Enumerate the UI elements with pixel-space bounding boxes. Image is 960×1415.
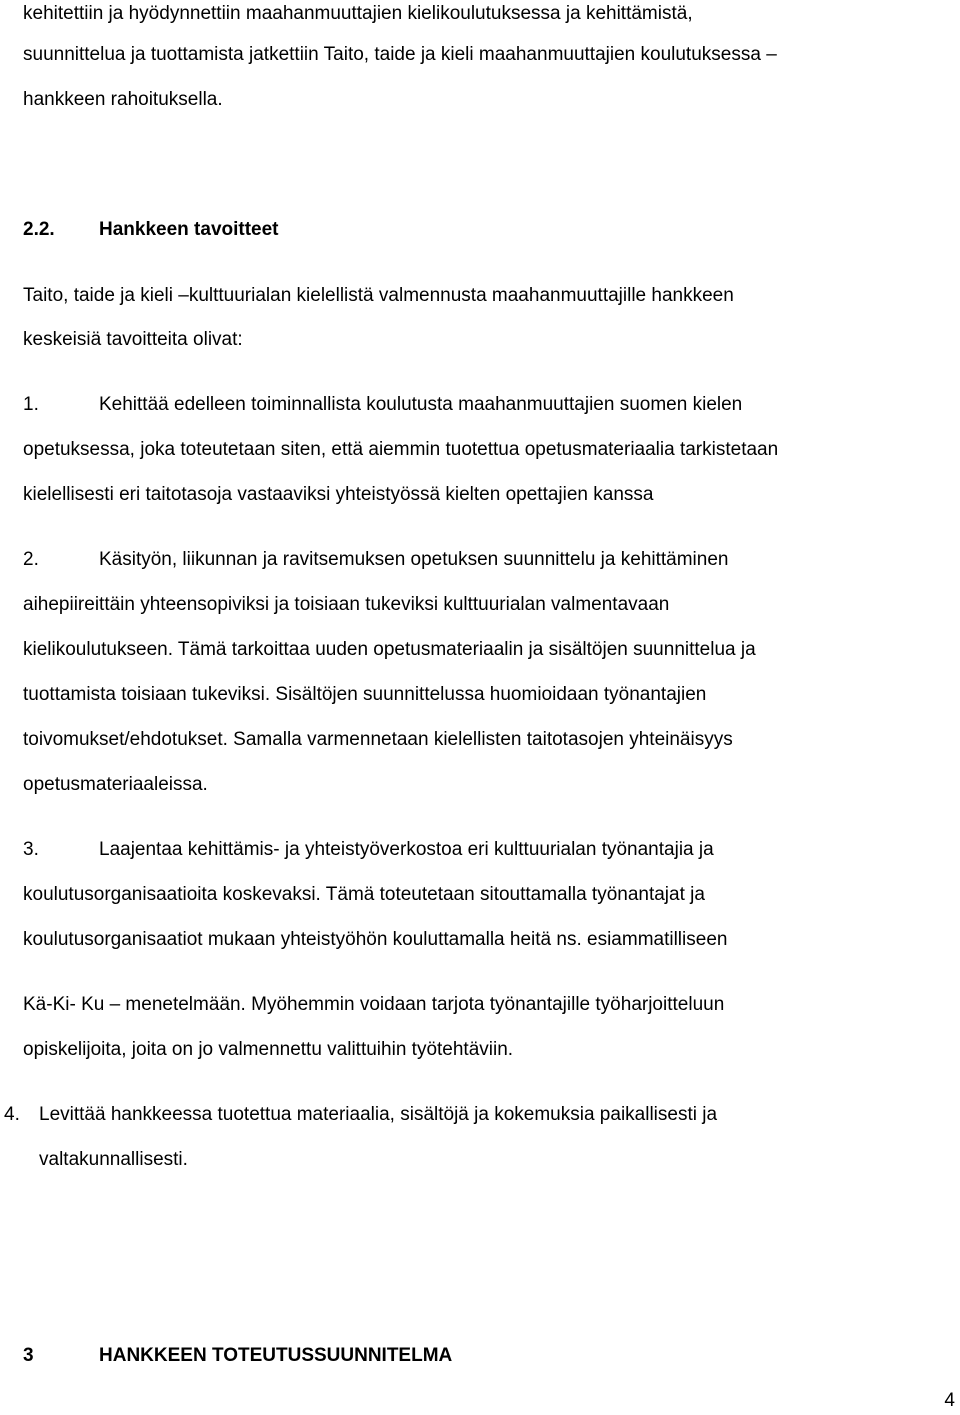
goal-line: Kä-Ki- Ku – menetelmään. Myöhemmin voidaan tarjota työnantajille työharjoitteluun: [23, 994, 725, 1015]
goal-line: Käsityön, liikunnan ja ravitsemuksen opetuksen suunnittelu ja kehittäminen: [99, 549, 729, 570]
goal-number: 2.: [23, 549, 39, 570]
goal-line: koulutusorganisaatioita koskevaksi. Tämä toteutetaan sitouttamalla työnantajat ja: [23, 884, 705, 905]
goal-line: Kehittää edelleen toiminnallista koulutusta maahanmuuttajien suomen kielen: [99, 394, 743, 415]
goal-line: opiskelijoita, joita on jo valmennettu valittuihin työtehtäviin.: [23, 1039, 514, 1060]
intro-line: hankkeen rahoituksella.: [23, 89, 223, 110]
chapter-title: HANKKEEN TOTEUTUSSUUNNITELMA: [99, 1345, 453, 1366]
section-number: 2.2.: [23, 219, 55, 240]
lead-line: keskeisiä tavoitteita olivat:: [23, 329, 243, 350]
goal-line: tuottamista toisiaan tukeviksi. Sisältöjen suunnittelussa huomioidaan työnantajien: [23, 684, 707, 705]
goal-line: Laajentaa kehittämis- ja yhteistyöverkostoa eri kulttuurialan työnantajia ja: [99, 839, 714, 860]
goal-number: 3.: [23, 839, 39, 860]
goal-line: Levittää hankkeessa tuotettua materiaalia, sisältöjä ja kokemuksia paikallisesti ja: [39, 1104, 718, 1125]
lead-line: Taito, taide ja kieli –kulttuurialan kielellistä valmennusta maahanmuuttajille hankkeen: [23, 285, 734, 306]
goal-line: aihepiireittäin yhteensopiviksi ja toisiaan tukeviksi kulttuurialan valmentavaan: [23, 594, 670, 615]
chapter-number: 3: [23, 1345, 34, 1366]
goal-line: opetuksessa, joka toteutetaan siten, että aiemmin tuotettua opetusmateriaalia tarkistetaan: [23, 439, 779, 460]
page-number: 4: [944, 1390, 955, 1411]
intro-line: kehitettiin ja hyödynnettiin maahanmuuttajien kielikoulutuksessa ja kehittämistä,: [23, 3, 693, 24]
intro-line: suunnittelua ja tuottamista jatkettiin Taito, taide ja kieli maahanmuuttajien koulutuksessa –: [23, 44, 777, 65]
goal-line: koulutusorganisaatiot mukaan yhteistyöhön kouluttamalla heitä ns. esiammatilliseen: [23, 929, 728, 950]
goal-line: kielellisesti eri taitotasoja vastaaviksi yhteistyössä kielten opettajien kanssa: [23, 484, 654, 505]
goal-line: kielikoulutukseen. Tämä tarkoittaa uuden opetusmateriaalin ja sisältöjen suunnittelua ja: [23, 639, 756, 660]
goal-line: valtakunnallisesti.: [39, 1149, 188, 1170]
goal-line: toivomukset/ehdotukset. Samalla varmennetaan kielellisten taitotasojen yhteinäisyys: [23, 729, 733, 750]
goal-number: 4.: [4, 1104, 20, 1125]
goal-number: 1.: [23, 394, 39, 415]
section-title: Hankkeen tavoitteet: [99, 219, 279, 240]
goal-line: opetusmateriaaleissa.: [23, 774, 208, 795]
